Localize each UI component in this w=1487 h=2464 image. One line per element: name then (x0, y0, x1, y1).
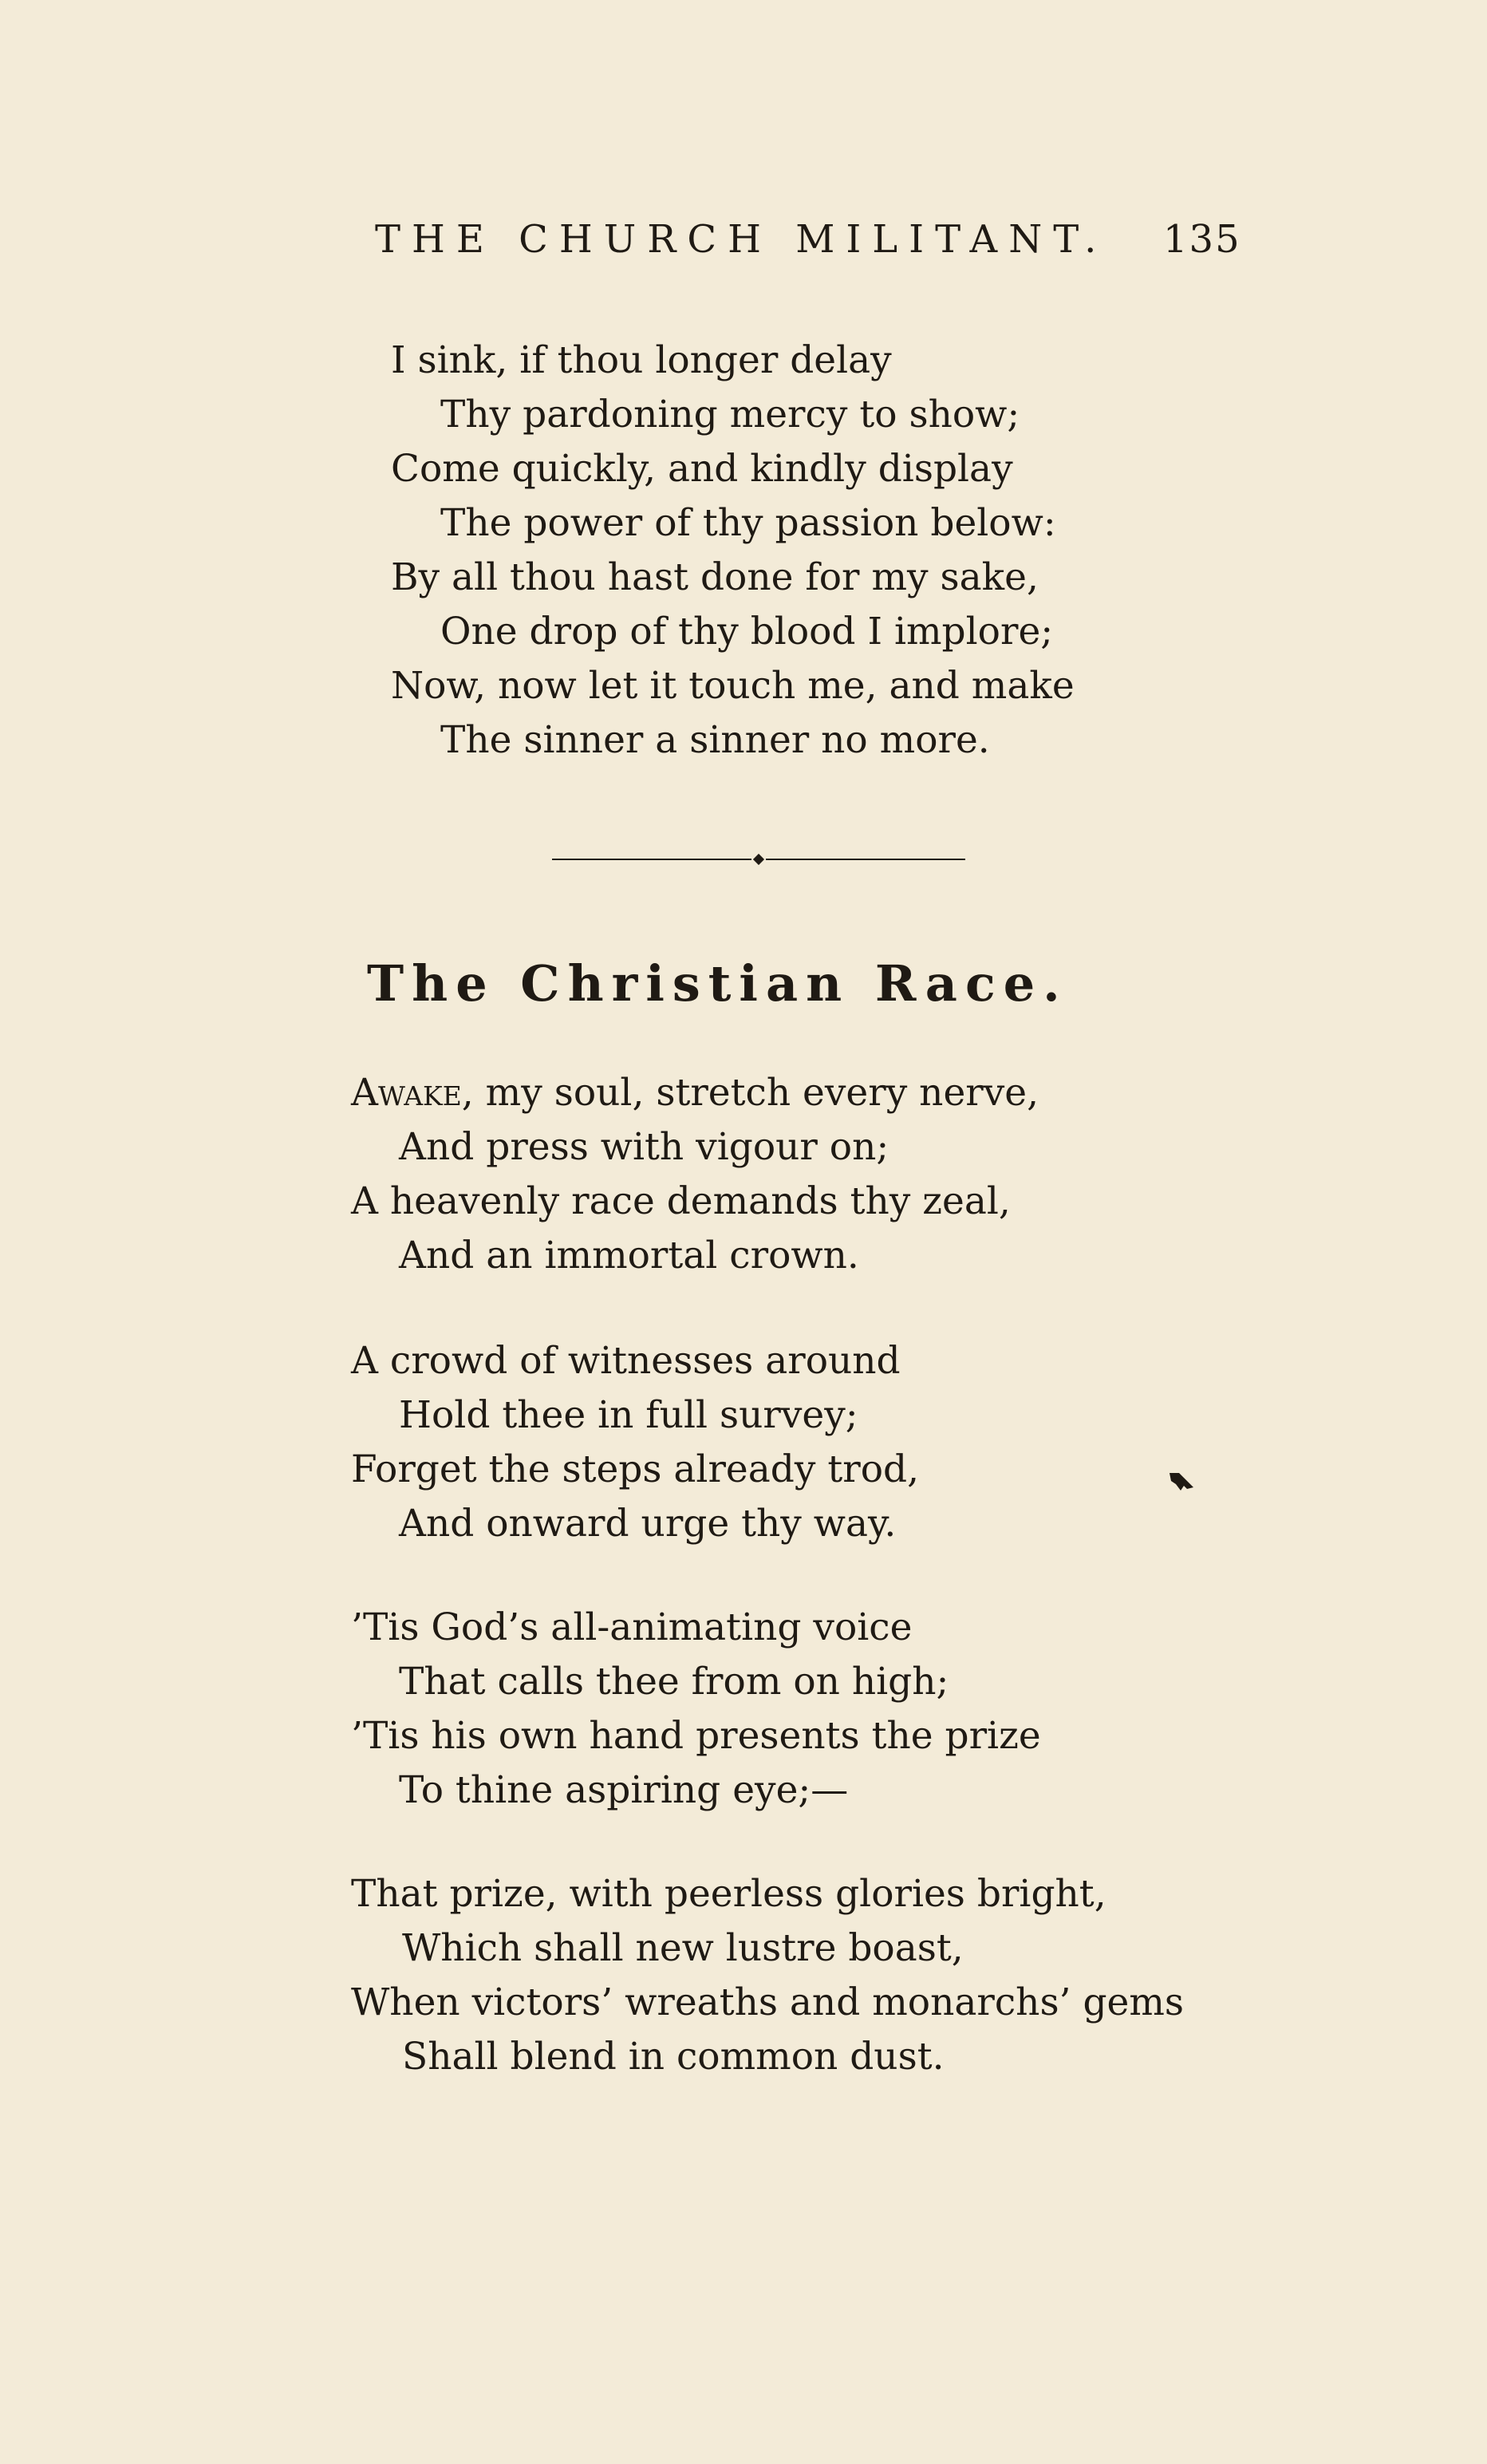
poem-line: When victors’ wreaths and monarchs’ gems (351, 1980, 1185, 2024)
poem-line: And onward urge thy way. (399, 1502, 897, 1546)
poem-line: And press with vigour on; (399, 1125, 889, 1169)
section-divider (552, 855, 965, 863)
poem-line: The sinner a sinner no more. (440, 718, 990, 762)
poem-line: By all thou hast done for my sake, (391, 555, 1039, 599)
poem-line: One drop of thy blood I implore; (440, 610, 1054, 654)
poem-line: I sink, if thou longer delay (391, 338, 892, 382)
poem-line: Which shall new lustre boast, (402, 1926, 964, 1970)
poem-line: The power of thy passion below: (440, 501, 1056, 545)
poem-line: Thy pardoning mercy to show; (440, 393, 1020, 436)
poem-line: A crowd of witnesses around (351, 1339, 901, 1383)
poem-line: ’Tis his own hand presents the prize (351, 1714, 1041, 1758)
poem-title: The Christian Race. (367, 954, 1068, 1013)
poem-line: ’Tis God’s all-animating voice (351, 1605, 913, 1649)
opening-word: Awake, (351, 1071, 474, 1115)
poem-line-rest: my soul, stretch every nerve, (473, 1071, 1039, 1115)
poem-line: Hold thee in full survey; (399, 1393, 858, 1437)
poem-line: And an immortal crown. (399, 1234, 859, 1277)
poem-line: A heavenly race demands thy zeal, (351, 1179, 1011, 1223)
pointing-hand-icon (1168, 1470, 1195, 1494)
poem-line: Forget the steps already trod, (351, 1447, 920, 1491)
poem-line (351, 1066, 1039, 1120)
poem-line: Shall blend in common dust. (402, 2035, 945, 2079)
page-number: 135 (1163, 217, 1241, 262)
poem-line: Now, now let it touch me, and make (391, 664, 1075, 708)
running-head: THE CHURCH MILITANT. (375, 217, 1108, 262)
poem-line: To thine aspiring eye;— (399, 1768, 849, 1812)
poem-line: That calls thee from on high; (399, 1660, 949, 1704)
poem-line: That prize, with peerless glories bright, (351, 1872, 1106, 1916)
poem-line: Come quickly, and kindly display (391, 447, 1013, 491)
